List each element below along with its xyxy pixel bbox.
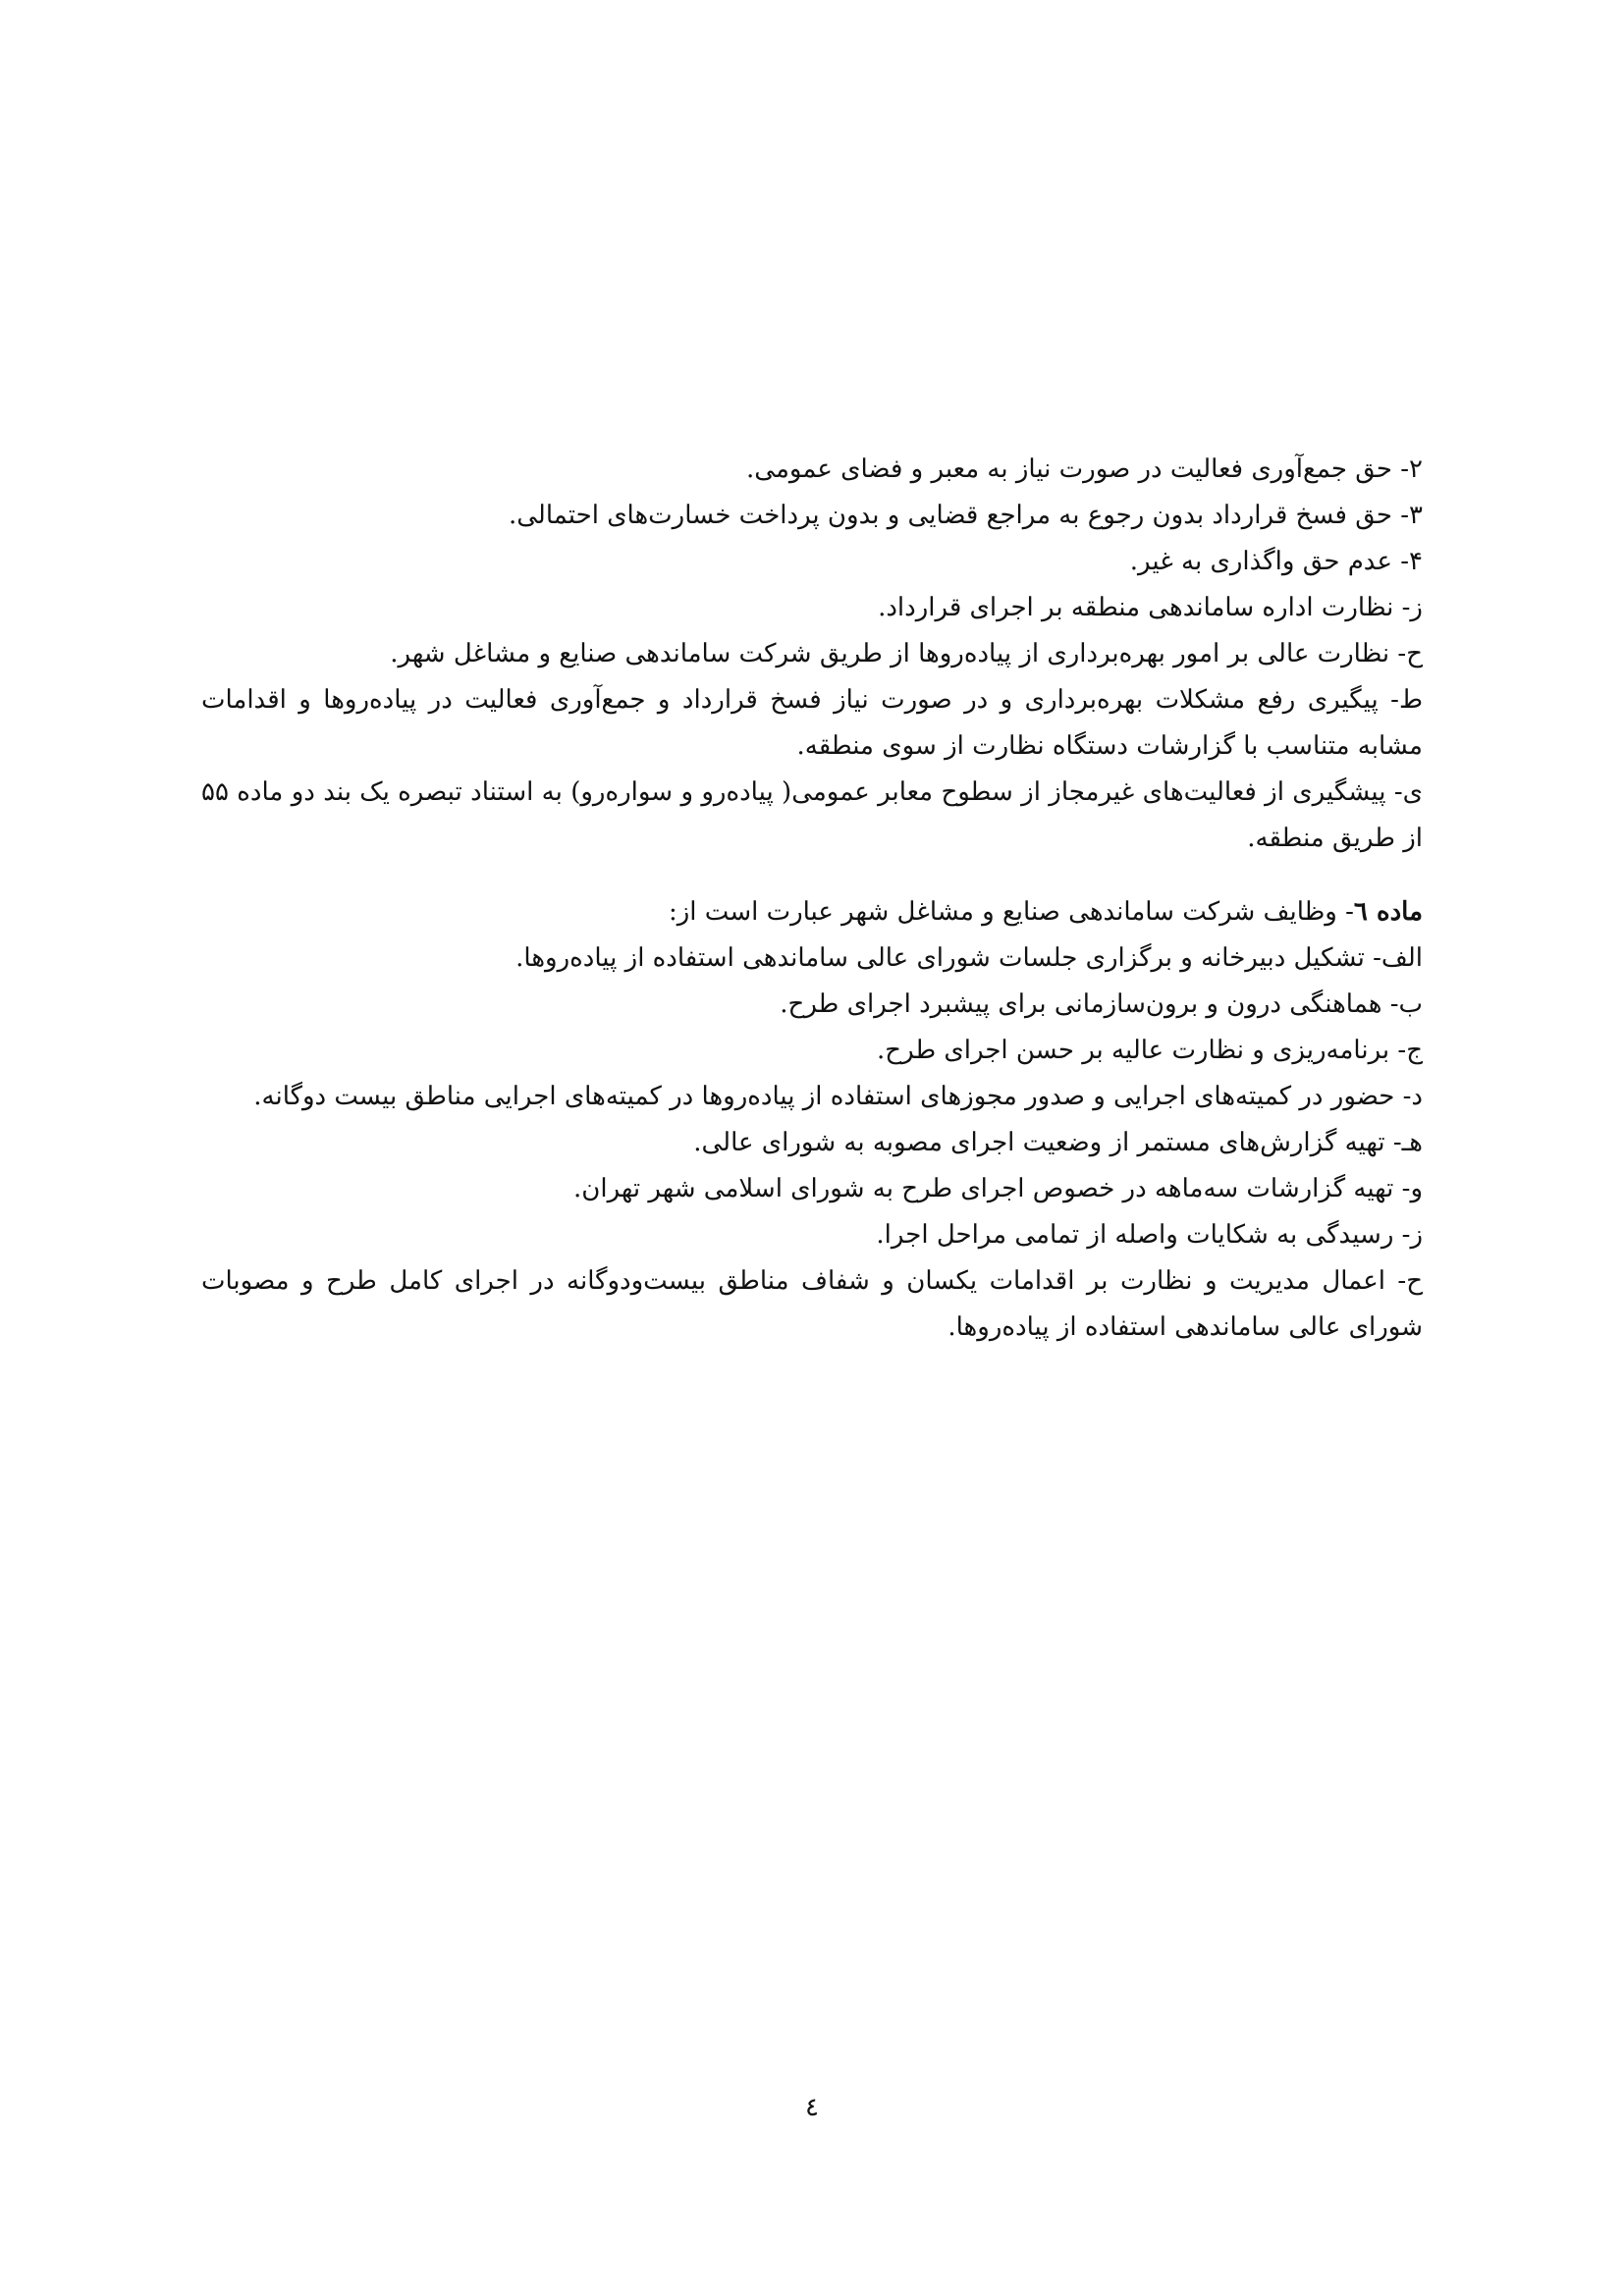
list-item-y: ی- پیشگیری از فعالیت‌های غیرمجاز از سطوح معابر عمومی( پیاده‌رو و سواره‌رو) به استناد تبصره یک بند دو ماده ۵۵ از طریق منطقه.	[201, 777, 1423, 853]
article-6-item-he-jimi: ح- اعمال مدیریت و نظارت بر اقدامات یکسان و شفاف مناطق بیست‌ودوگانه در اجرای کامل طرح و مصوبات شورای عالی ساماندهی استفاده از پیاده‌روها.	[201, 1266, 1423, 1342]
list-item-2: ۲- حق جمع‌آوری فعالیت در صورت نیاز به معبر و فضای عمومی.	[746, 454, 1423, 484]
list-item-h: ح- نظارت عالی بر امور بهره‌برداری از پیاده‌روها از طریق شرکت ساماندهی صنایع و مشاغل شهر.	[390, 639, 1423, 668]
article-6-item-he: هـ- تهیه گزارش‌های مستمر از وضعیت اجرای مصوبه به شورای عالی.	[693, 1128, 1423, 1157]
article-6-item-jim: ج- برنامه‌ریزی و نظارت عالیه بر حسن اجرای طرح.	[877, 1036, 1423, 1065]
section-spacer	[201, 862, 1423, 889]
article-6-heading	[201, 889, 1423, 935]
article-6-heading-text: - وظایف شرکت ساماندهی صنایع و مشاغل شهر عبارت است از:	[668, 897, 1354, 927]
page-number: ٤	[805, 2093, 819, 2122]
article-6-item-alef: الف- تشکیل دبیرخانه و برگزاری جلسات شورای عالی ساماندهی استفاده از پیاده‌روها.	[515, 943, 1423, 973]
list-item-3: ۳- حق فسخ قرارداد بدون رجوع به مراجع قضایی و بدون پرداخت خسارت‌های احتمالی.	[508, 501, 1423, 530]
document-body	[201, 447, 1423, 1351]
list-item-4: ۴- عدم حق واگذاری به غیر.	[1129, 547, 1423, 576]
article-6-label: ماده ٦	[1353, 897, 1423, 927]
list-item-z: ز- نظارت اداره ساماندهی منطقه بر اجرای قرارداد.	[878, 593, 1423, 622]
list-item-t: ط- پیگیری رفع مشکلات بهره‌برداری و در صورت نیاز فسخ قرارداد و جمع‌آوری فعالیت در پیاده‌روها و اقدامات مشابه متناسب با گزارشات دستگاه نظارت از سوی منطقه.	[201, 685, 1423, 761]
article-6-item-dal: د- حضور در کمیته‌های اجرایی و صدور مجوزهای استفاده از پیاده‌روها در کمیته‌های اجرایی مناطق بیست دوگانه.	[253, 1082, 1423, 1111]
article-6-item-ze: ز- رسیدگی به شکایات واصله از تمامی مراحل اجرا.	[876, 1220, 1423, 1250]
article-6-item-vav: و- تهیه گزارشات سه‌ماهه در خصوص اجرای طرح به شورای اسلامی شهر تهران.	[573, 1174, 1423, 1203]
article-6-item-be: ب- هماهنگی درون و برون‌سازمانی برای پیشبرد اجرای طرح.	[780, 989, 1423, 1019]
